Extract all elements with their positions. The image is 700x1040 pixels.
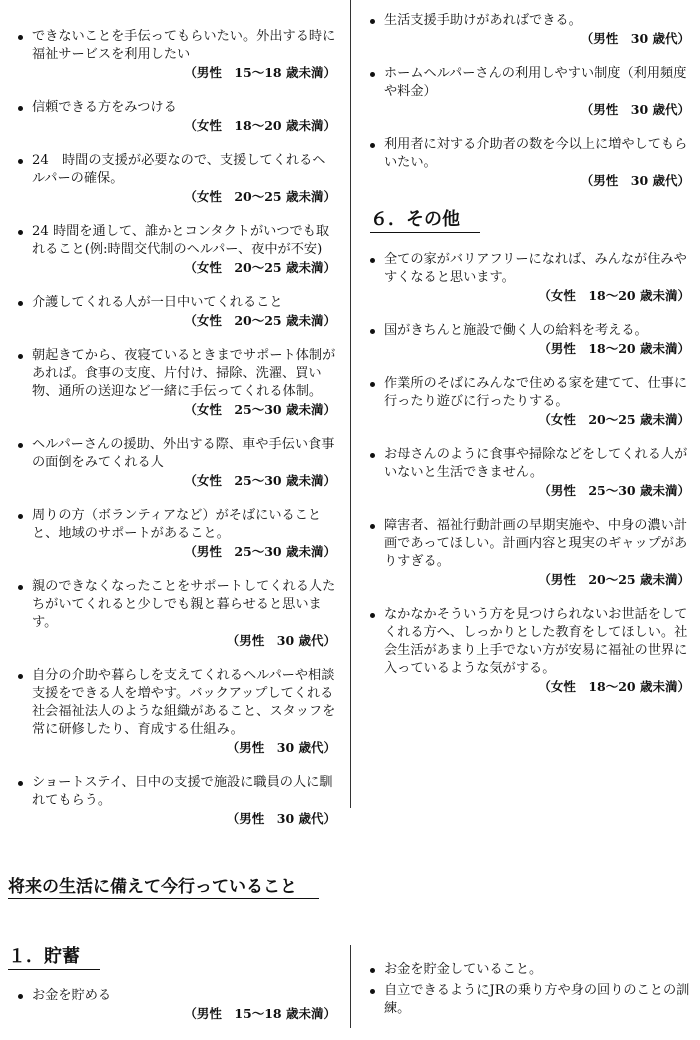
- bottom-left-column: [18, 987, 336, 1040]
- list-item: [370, 322, 690, 358]
- page-heading: 将来の生活に備えて今行っていること: [8, 876, 319, 899]
- respondent-label: （男性 30 歳代）: [226, 740, 336, 755]
- item-text: 信頼できる方をみつける: [32, 100, 177, 115]
- item-text: 朝起きてから、夜寝ているときまでサポート体制があれば。食事の支度、片付け、掃除、洗濯、買い物、通所の送迎など一緒に手伝ってくれる体制。: [32, 348, 336, 399]
- list-item: [370, 446, 690, 500]
- list-item: [18, 507, 336, 561]
- item-text: ホームヘルパーさんの利用しやすい制度（利用頻度や料金）: [384, 66, 687, 99]
- respondent-label: （女性 18～20 歳未満）: [538, 288, 690, 303]
- column-divider: [350, 945, 351, 1028]
- respondent-label: （男性 30 歳代）: [580, 173, 690, 188]
- respondent-label: （男性 30 歳代）: [580, 31, 690, 46]
- list-item: [370, 517, 690, 589]
- list-item: [370, 12, 690, 48]
- list-item: [18, 152, 336, 206]
- respondent-label: （女性 18～20 歳未満）: [538, 679, 690, 694]
- respondent-label: （男性 25～30 歳未満）: [184, 544, 336, 559]
- list-item: [18, 436, 336, 490]
- right-list: [370, 12, 690, 190]
- list-item: [370, 961, 690, 979]
- list-item: [18, 987, 336, 1023]
- item-text: 24 時間を通して、誰かとコンタクトがいつでも取れること(例:時間交代制のヘルパー、夜中が不安): [32, 224, 330, 257]
- list-item: [370, 136, 690, 190]
- left-column: [18, 28, 336, 845]
- respondent-label: （男性 25～30 歳未満）: [538, 483, 690, 498]
- item-text: 作業所のそばにみんなで住める家を建てて、仕事に行ったり遊びに行ったりする。: [384, 376, 688, 409]
- item-text: 障害者、福祉行動計画の早期実施や、中身の濃い計画であってほしい。計画内容と現実のギャップがありすぎる。: [384, 518, 688, 569]
- list-item: [18, 99, 336, 135]
- item-text: 周りの方（ボランティアなど）がそばにいることと、地域のサポートがあること。: [32, 508, 322, 541]
- respondent-label: （女性 20～25 歳未満）: [184, 189, 336, 204]
- respondent-label: （男性 30 歳代）: [226, 633, 336, 648]
- item-text: 24 時間の支援が必要なので、支援してくれるヘルパーの確保。: [32, 153, 326, 186]
- respondent-label: （女性 18～20 歳未満）: [184, 118, 336, 133]
- item-text: 親のできなくなったことをサポートしてくれる人たちがいてくれると少しでも親と暮らせると思います。: [32, 579, 336, 630]
- section-title: ６．その他: [370, 208, 480, 233]
- respondent-label: （女性 20～25 歳未満）: [538, 412, 690, 427]
- item-text: 利用者に対する介助者の数を今以上に増やしてもらいたい。: [384, 137, 688, 170]
- respondent-label: （男性 15～18 歳未満）: [184, 65, 336, 80]
- item-text: なかなかそういう方を見つけられないお世話をしてくれる方へ、しっかりとした教育をしてほしい。社会生活があまり上手でない方が安易に福祉の世界に入っているような気がする。: [384, 607, 688, 676]
- list-item: [18, 347, 336, 419]
- item-text: 自分の介助や暮らしを支えてくれるヘルパーや相談支援をできる人を増やす。バックアップしてくれる社会福祉法人のような組織があること、スタッフを常に研修したり、育成する仕組み。: [32, 668, 336, 737]
- respondent-label: （男性 30 歳代）: [226, 811, 336, 826]
- item-text: 介護してくれる人が一日中いてくれること: [32, 295, 283, 310]
- item-text: ショートステイ、日中の支援で施設に職員の人に馴れてもらう。: [32, 775, 333, 808]
- list-item: [370, 251, 690, 305]
- bottom-right-column: [370, 961, 690, 1021]
- respondent-label: （男性 18～20 歳未満）: [538, 341, 690, 356]
- list-item: [370, 65, 690, 119]
- list-item: [18, 294, 336, 330]
- list-item: [18, 28, 336, 82]
- list-item: [18, 667, 336, 757]
- item-text: 生活支援手助けがあればできる。: [384, 13, 582, 28]
- list-item: [370, 982, 690, 1018]
- item-text: お金を貯金していること。: [384, 962, 543, 977]
- section-title: １．貯蓄: [8, 945, 100, 970]
- respondent-label: （女性 20～25 歳未満）: [184, 260, 336, 275]
- section6-list: [370, 251, 690, 696]
- respondent-label: （男性 20～25 歳未満）: [538, 572, 690, 587]
- respondent-label: （女性 25～30 歳未満）: [184, 473, 336, 488]
- list-item: [18, 223, 336, 277]
- list-item: [370, 375, 690, 429]
- respondent-label: （男性 15～18 歳未満）: [184, 1006, 336, 1021]
- column-divider: [350, 0, 351, 808]
- list-item: [18, 774, 336, 828]
- item-text: お母さんのように食事や掃除などをしてくれる人がいないと生活できません。: [384, 447, 688, 480]
- list-item: [18, 578, 336, 650]
- list-item: [370, 606, 690, 696]
- item-text: 国がきちんと施設で働く人の給料を考える。: [384, 323, 648, 338]
- right-column: [370, 12, 690, 713]
- item-text: 自立できるようにJRの乗り方や身の回りのことの訓練。: [384, 983, 690, 1016]
- item-text: 全ての家がバリアフリーになれば、みんなが住みやすくなると思います。: [384, 252, 687, 285]
- respondent-label: （女性 20～25 歳未満）: [184, 313, 336, 328]
- item-text: できないことを手伝ってもらいたい。外出する時に福祉サービスを利用したい: [32, 29, 336, 62]
- respondent-label: （男性 30 歳代）: [580, 102, 690, 117]
- item-text: お金を貯める: [32, 988, 112, 1003]
- respondent-label: （女性 25～30 歳未満）: [184, 402, 336, 417]
- item-text: ヘルパーさんの援助、外出する際、車や手伝い食事の面倒をみてくれる人: [32, 437, 335, 470]
